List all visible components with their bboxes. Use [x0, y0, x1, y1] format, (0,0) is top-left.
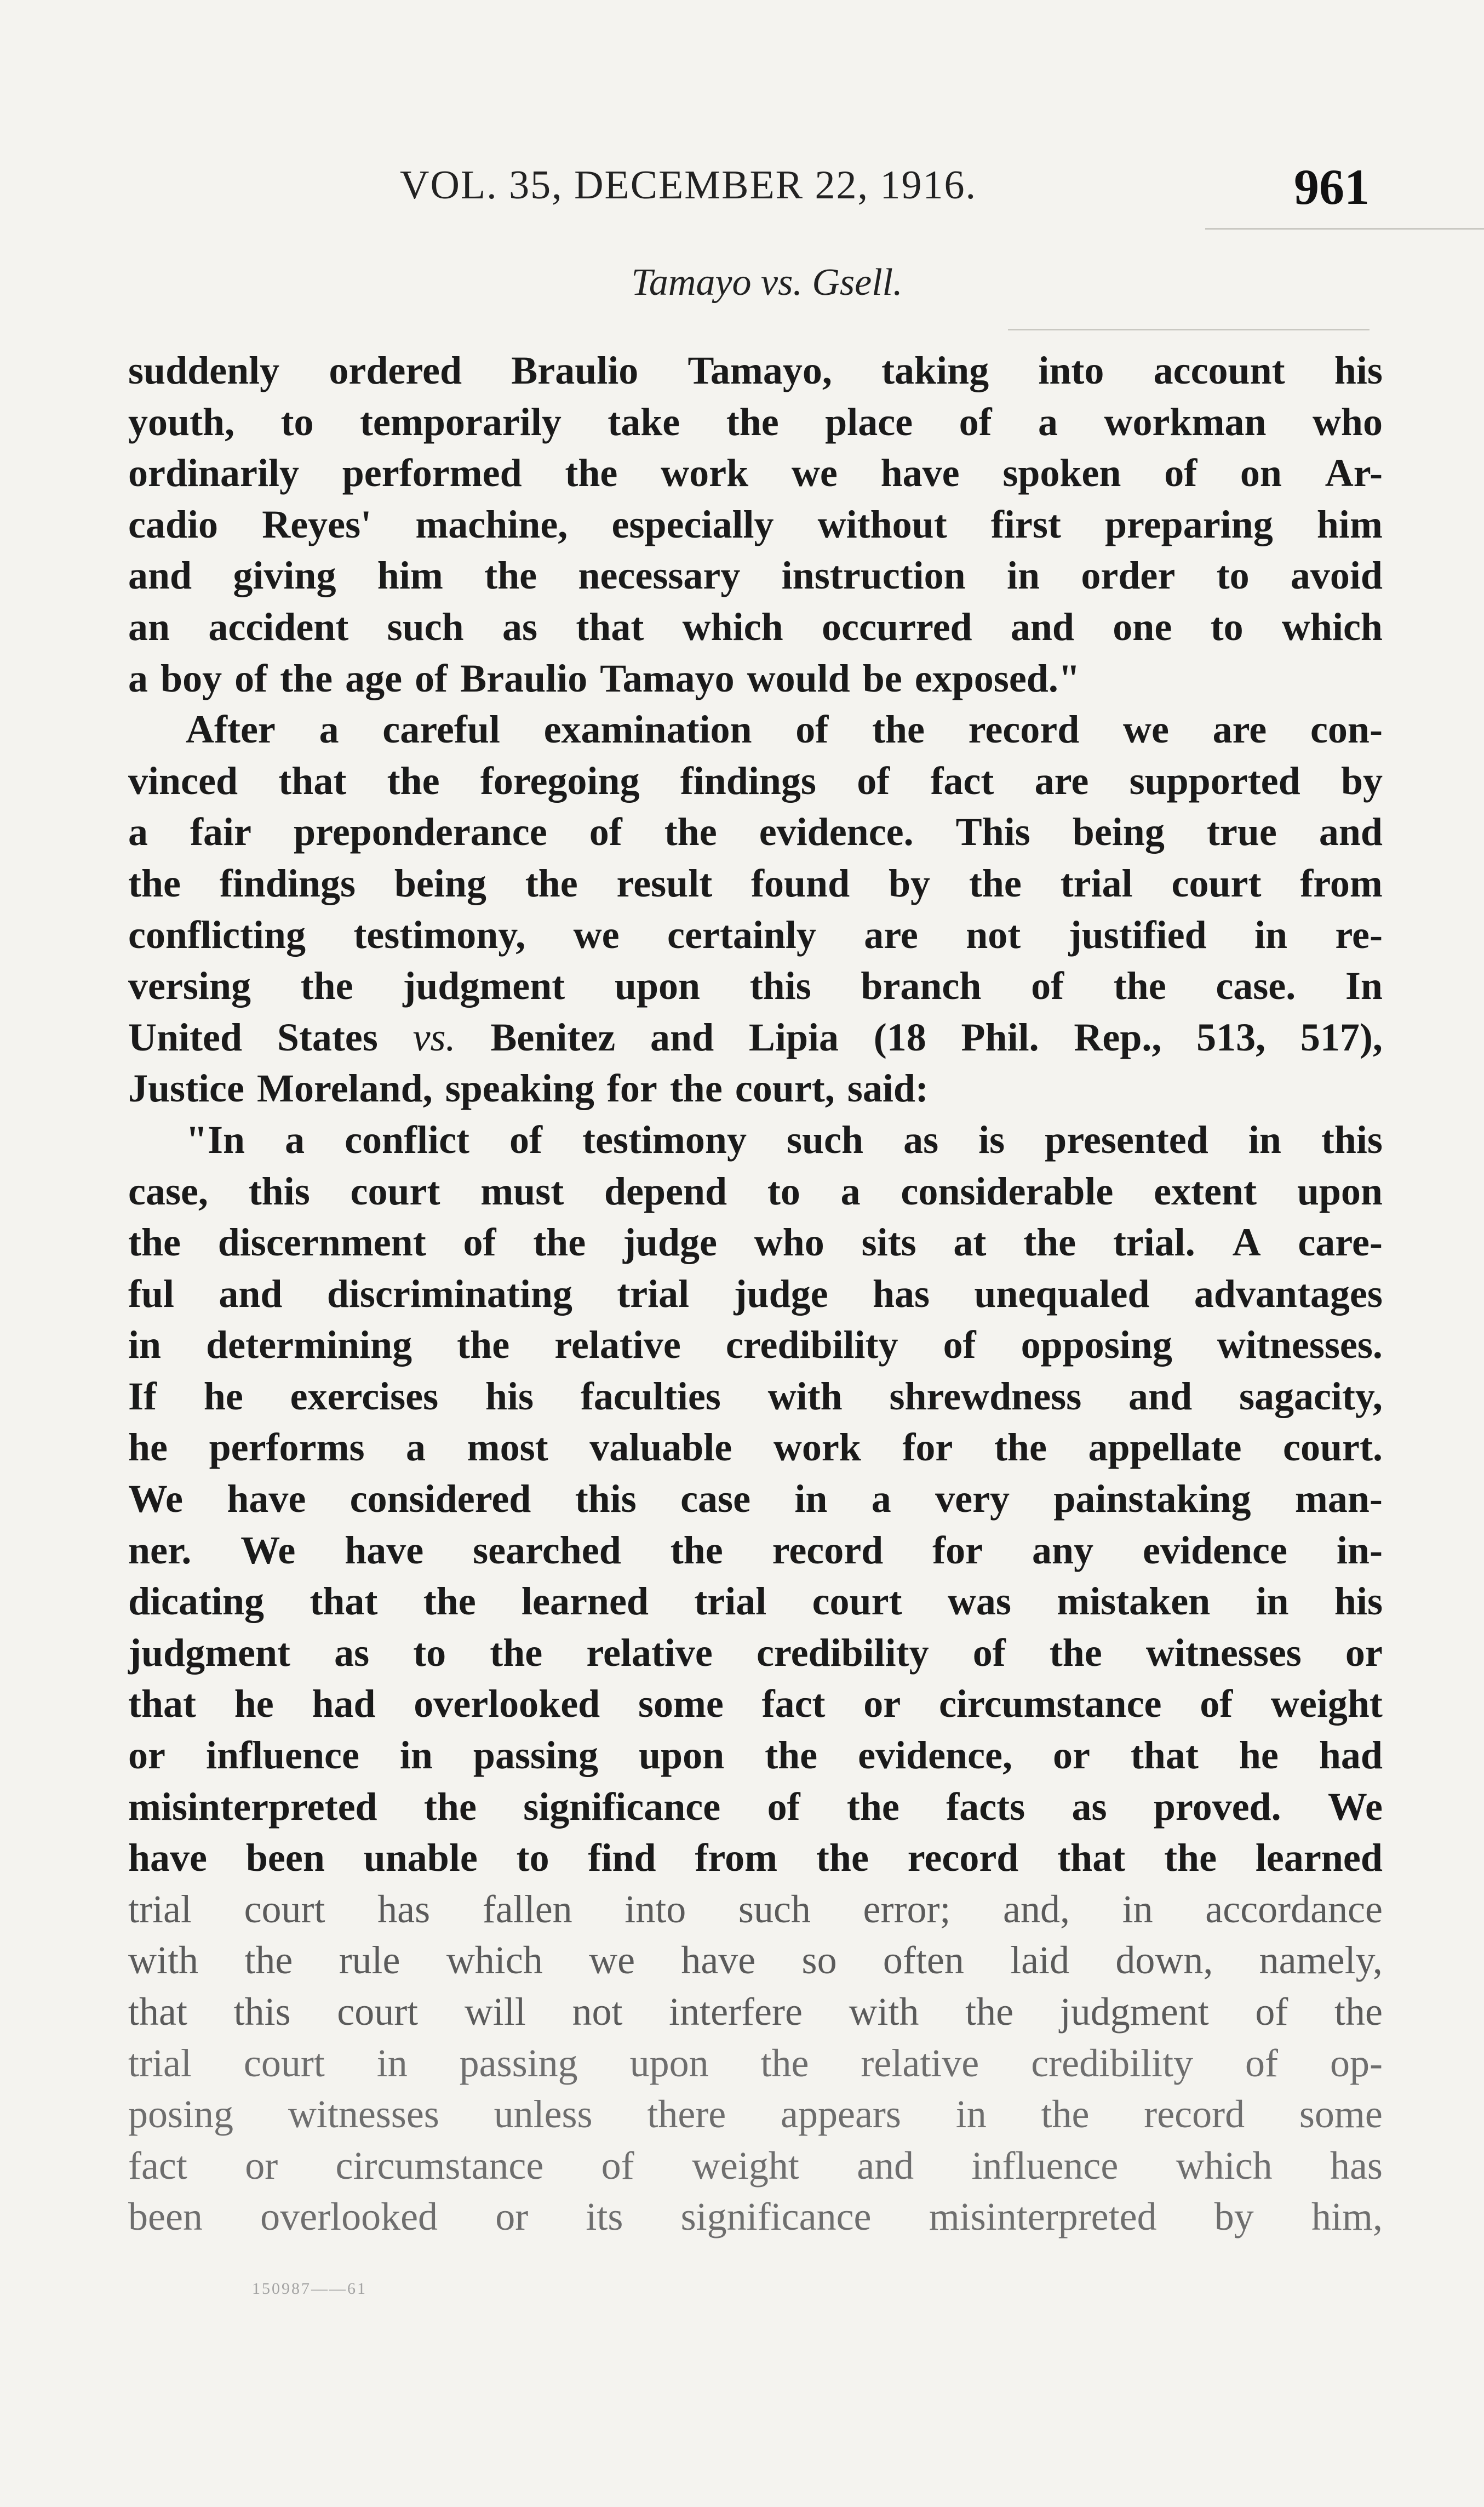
case-title: Tamayo vs. Gsell.	[631, 261, 903, 304]
text-line: ful and discriminating trial judge has unequaled advantages	[128, 1271, 1383, 1316]
body-text	[128, 345, 1383, 2243]
text-line: dicating that the learned trial court was mistaken in his	[128, 1579, 1383, 1624]
text-line: and giving him the necessary instruction in order to avoid	[128, 553, 1383, 598]
text-line: versing the judgment upon this branch of the case. In	[128, 964, 1383, 1008]
text-line: posing witnesses unless there appears in the record some	[128, 2092, 1383, 2137]
text-line: trial court in passing upon the relative credibility of op-	[128, 2041, 1383, 2085]
text-line: trial court has fallen into such error; and, in accordance	[128, 1887, 1383, 1931]
text-line: cadio Reyes' machine, especially without first preparing him	[128, 502, 1383, 546]
text-line: misinterpreted the significance of the facts as proved. We	[128, 1784, 1383, 1829]
volume-date-line: VOL. 35, DECEMBER 22, 1916.	[400, 163, 977, 208]
text-line: ner. We have searched the record for any evidence in-	[128, 1528, 1383, 1572]
running-head	[131, 159, 1380, 233]
page-number: 961	[1294, 159, 1370, 215]
text-line: with the rule which we have so often laid down, namely,	[128, 1938, 1383, 1983]
text-line: been overlooked or its significance misinterpreted by him,	[128, 2195, 1383, 2239]
text-line: an accident such as that which occurred and one to which	[128, 604, 1383, 649]
text-line: conflicting testimony, we certainly are not justified in re-	[128, 912, 1383, 957]
header-rule	[1205, 228, 1484, 230]
text-line: judgment as to the relative credibility of the witnesses or	[128, 1630, 1383, 1675]
text-line: We have considered this case in a very painstaking man-	[128, 1477, 1383, 1521]
text-line: that this court will not interfere with the judgment of the	[128, 1990, 1383, 2034]
title-rule	[1008, 329, 1370, 330]
text-line: or influence in passing upon the evidence, or that he had	[128, 1733, 1383, 1778]
text-line: fact or circumstance of weight and influence which has	[128, 2143, 1383, 2188]
text-line: have been unable to find from the record that the learned	[128, 1836, 1383, 1880]
text-line: case, this court must depend to a considerable extent upon	[128, 1169, 1383, 1213]
text-line: "In a conflict of testimony such as is presented in this	[186, 1117, 1383, 1162]
text-line: If he exercises his faculties with shrewdness and sagacity,	[128, 1374, 1383, 1418]
text-line: youth, to temporarily take the place of a workman who	[128, 399, 1383, 444]
text-line: After a careful examination of the record we are con-	[186, 707, 1383, 752]
text-line: a boy of the age of Braulio Tamayo would be exposed."	[128, 656, 1080, 700]
text-line: he performs a most valuable work for the appellate court.	[128, 1425, 1383, 1470]
text-line: the discernment of the judge who sits at the trial. A care-	[128, 1220, 1383, 1265]
text-line: a fair preponderance of the evidence. This being true and	[128, 810, 1383, 854]
text-line: ordinarily performed the work we have spoken of on Ar-	[128, 451, 1383, 495]
printer-signature-mark: 150987——61	[252, 2280, 367, 2298]
text-line: that he had overlooked some fact or circumstance of weight	[128, 1682, 1383, 1726]
text-line: United States vs. Benitez and Lipia (18 Phil. Rep., 513, 517),	[128, 1015, 1383, 1059]
text-line: vinced that the foregoing findings of fact are supported by	[128, 758, 1383, 803]
text-line: Justice Moreland, speaking for the court, said:	[128, 1066, 929, 1111]
text-line: suddenly ordered Braulio Tamayo, taking into account his	[128, 349, 1383, 392]
text-line: the findings being the result found by the trial court from	[128, 861, 1383, 905]
text-line: in determining the relative credibility of opposing witnesses.	[128, 1323, 1383, 1367]
